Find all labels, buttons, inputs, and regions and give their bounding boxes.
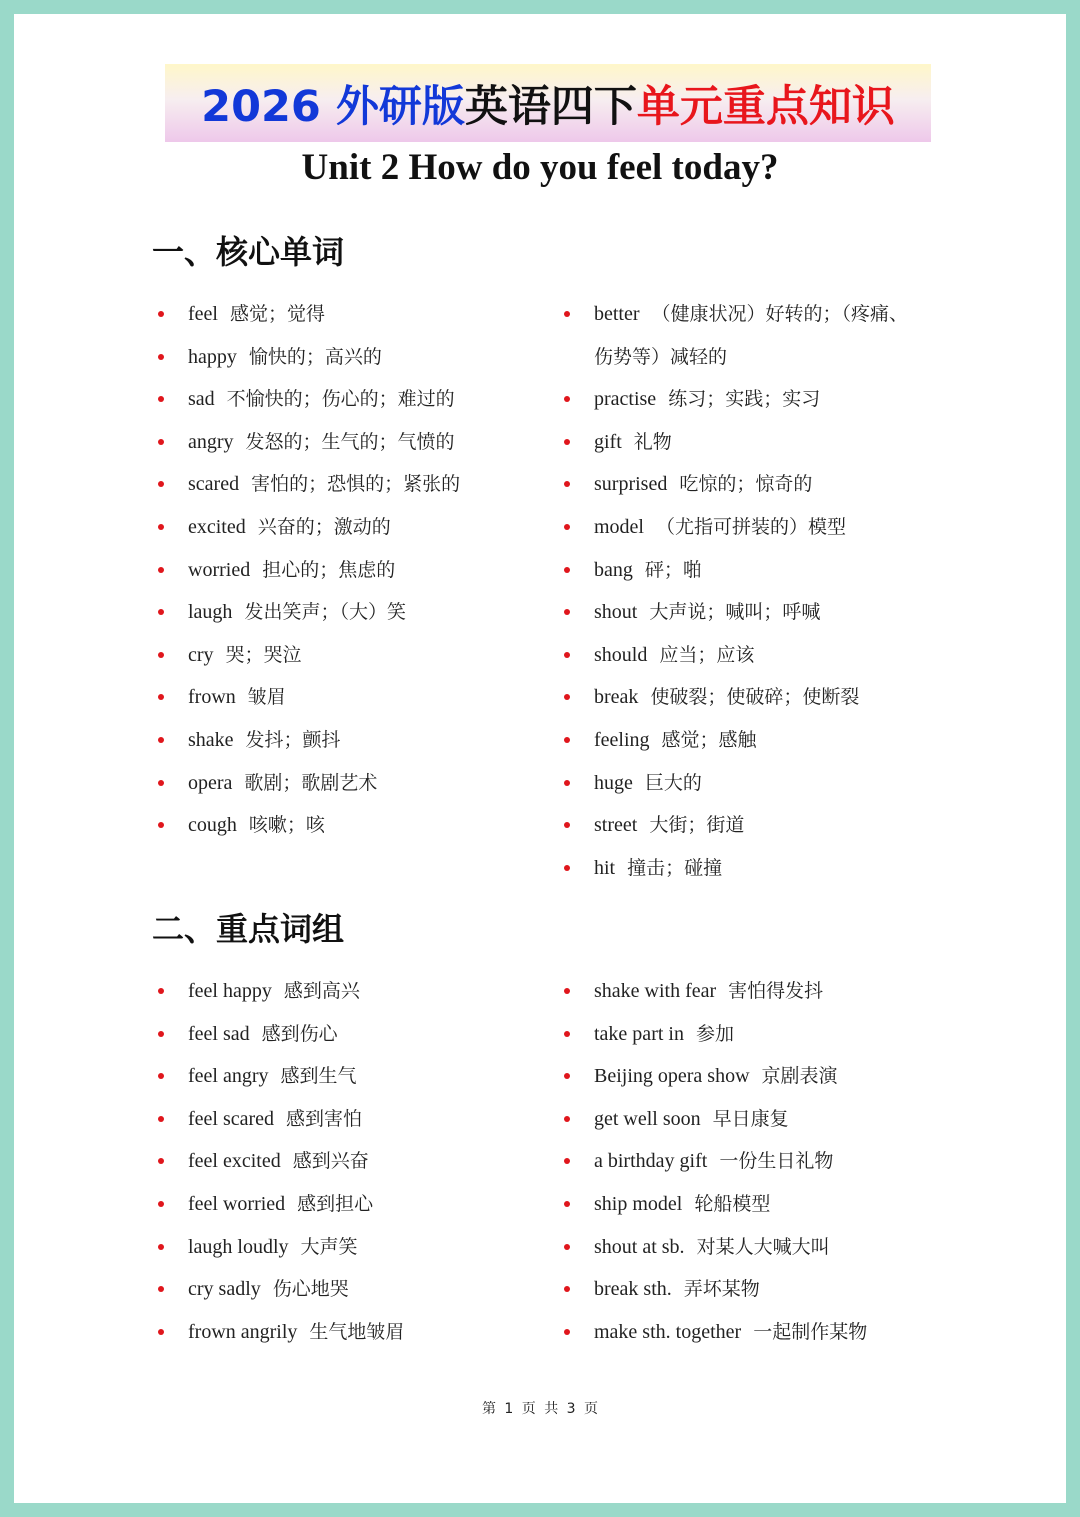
page-footer: 第 1 页 共 3 页 — [481, 1401, 599, 1417]
list-item — [188, 469, 460, 512]
item-english: make sth. together — [594, 1320, 742, 1343]
item-english: feel happy — [188, 980, 272, 1002]
list-item — [188, 1146, 404, 1189]
item-english: should — [594, 643, 648, 666]
item-chinese: 感觉；觉得 — [229, 303, 325, 325]
item-english: worried — [188, 558, 251, 581]
core-words-left-list — [188, 299, 460, 853]
bullet-dot-icon — [158, 567, 164, 573]
list-item — [594, 469, 908, 512]
item-english: feel — [188, 303, 218, 325]
bullet-dot-icon — [158, 694, 164, 700]
item-english: shout — [594, 601, 638, 624]
bullet-dot-icon — [564, 652, 570, 658]
list-item — [188, 768, 460, 811]
list-item — [188, 810, 460, 853]
bullet-dot-icon — [564, 988, 570, 994]
list-item — [594, 1104, 867, 1147]
banner-title-grade: 英语四下 — [464, 81, 637, 132]
bullet-dot-icon — [158, 396, 164, 402]
bullet-dot-icon — [564, 1329, 570, 1335]
bullet-dot-icon — [158, 1201, 164, 1207]
bullet-dot-icon — [158, 311, 164, 317]
item-english: feel excited — [188, 1150, 281, 1173]
item-chinese: 练习；实践；实习 — [668, 388, 821, 411]
bullet-dot-icon — [564, 1073, 570, 1079]
list-item — [594, 1232, 867, 1275]
item-chinese: 担心的；焦虑的 — [262, 558, 396, 581]
section-heading-core-words: 一、核心单词 — [152, 233, 345, 271]
item-chinese: 感到害怕 — [286, 1107, 363, 1130]
item-chinese: 早日康复 — [712, 1107, 789, 1130]
item-english: street — [594, 814, 638, 837]
item-chinese: 感到兴奋 — [292, 1150, 369, 1173]
item-chinese: 一份生日礼物 — [719, 1150, 834, 1173]
bullet-dot-icon — [158, 1158, 164, 1164]
item-chinese: 不愉快的；伤心的；难过的 — [226, 388, 455, 411]
key-phrases-right-list — [594, 976, 867, 1359]
core-words-right-list — [594, 299, 908, 895]
item-chinese: 吃惊的；惊奇的 — [679, 473, 813, 496]
item-chinese: 愉快的；高兴的 — [248, 345, 382, 368]
list-item — [594, 1317, 867, 1360]
item-chinese: 害怕得发抖 — [728, 980, 824, 1002]
list-item — [594, 725, 908, 768]
item-english: shake — [188, 728, 234, 751]
banner-title-year-edition: 2026 外研版 — [201, 81, 465, 132]
item-chinese: 兴奋的；激动的 — [257, 515, 391, 538]
item-english: break sth. — [594, 1278, 672, 1301]
list-item — [594, 512, 908, 555]
bullet-dot-icon — [158, 439, 164, 445]
bullet-dot-icon — [158, 780, 164, 786]
item-english: get well soon — [594, 1107, 701, 1130]
list-item — [188, 1061, 404, 1104]
item-english: happy — [188, 345, 237, 368]
bullet-dot-icon — [564, 780, 570, 786]
item-english: model — [594, 515, 644, 538]
item-chinese: 生气地皱眉 — [309, 1320, 405, 1343]
banner-title-topic: 单元重点知识 — [636, 81, 895, 132]
item-chinese: （尤指可拼装的）模型 — [656, 515, 847, 538]
item-chinese: 撞击；碰撞 — [627, 856, 723, 879]
list-item — [594, 853, 908, 896]
bullet-dot-icon — [564, 609, 570, 615]
list-item — [594, 768, 908, 811]
list-item — [594, 1061, 867, 1104]
key-phrases-left-list — [188, 976, 404, 1359]
item-english: feeling — [594, 728, 650, 751]
item-english: laugh loudly — [188, 1235, 289, 1258]
item-english: laugh — [188, 601, 233, 624]
list-item — [594, 1019, 867, 1062]
item-english: frown angrily — [188, 1320, 298, 1343]
bullet-dot-icon — [158, 1244, 164, 1250]
item-chinese: （健康状况）好转的；（疼痛、 — [651, 303, 909, 325]
item-chinese: 感到高兴 — [283, 980, 360, 1002]
bullet-dot-icon — [158, 609, 164, 615]
item-chinese: 一起制作某物 — [753, 1320, 868, 1343]
item-english: shake with fear — [594, 980, 717, 1002]
list-item — [594, 640, 908, 683]
item-english: better — [594, 303, 640, 325]
item-chinese: 咳嗽；咳 — [248, 814, 325, 837]
bullet-dot-icon — [158, 481, 164, 487]
bullet-dot-icon — [158, 652, 164, 658]
banner-title — [201, 73, 895, 134]
list-item — [594, 976, 867, 1019]
list-item — [188, 597, 460, 640]
list-item — [594, 342, 908, 385]
list-item — [594, 384, 908, 427]
bullet-dot-icon — [564, 311, 570, 317]
list-item — [188, 384, 460, 427]
item-chinese: 皱眉 — [247, 686, 286, 709]
list-item — [594, 555, 908, 598]
item-chinese: 感到担心 — [297, 1192, 374, 1215]
bullet-dot-icon — [564, 822, 570, 828]
item-english: a birthday gift — [594, 1150, 708, 1173]
list-item — [594, 1274, 867, 1317]
list-item — [188, 1104, 404, 1147]
bullet-dot-icon — [158, 1116, 164, 1122]
item-english: hit — [594, 856, 616, 879]
item-english: surprised — [594, 473, 668, 496]
item-chinese: 参加 — [695, 1022, 734, 1045]
bullet-dot-icon — [564, 1031, 570, 1037]
unit-title: Unit 2 How do you feel today? — [301, 147, 779, 188]
bullet-dot-icon — [564, 865, 570, 871]
bullet-dot-icon — [158, 1031, 164, 1037]
bullet-dot-icon — [564, 524, 570, 530]
item-english: excited — [188, 515, 246, 538]
list-item — [188, 1274, 404, 1317]
item-chinese: 大声笑 — [300, 1235, 358, 1258]
list-item — [594, 682, 908, 725]
list-item — [188, 1019, 404, 1062]
bullet-dot-icon — [564, 1158, 570, 1164]
list-item — [188, 976, 404, 1019]
bullet-dot-icon — [158, 988, 164, 994]
item-chinese: 哭；哭泣 — [225, 643, 302, 666]
item-chinese: 应当；应该 — [659, 643, 755, 666]
item-chinese: 发怒的；生气的；气愤的 — [245, 430, 455, 453]
bullet-dot-icon — [158, 524, 164, 530]
list-item — [188, 640, 460, 683]
item-chinese: 感到生气 — [280, 1065, 357, 1088]
bullet-dot-icon — [564, 737, 570, 743]
item-chinese: 礼物 — [633, 430, 672, 453]
bullet-dot-icon — [564, 439, 570, 445]
bullet-dot-icon — [564, 1201, 570, 1207]
bullet-dot-icon — [564, 1244, 570, 1250]
item-english: feel scared — [188, 1107, 275, 1130]
list-item — [188, 299, 460, 342]
item-chinese: 歌剧；歌剧艺术 — [244, 771, 378, 794]
bullet-dot-icon — [564, 694, 570, 700]
item-english: take part in — [594, 1022, 684, 1045]
item-english: sad — [188, 388, 215, 411]
bullet-dot-icon — [158, 822, 164, 828]
item-english: break — [594, 686, 639, 709]
list-item — [188, 342, 460, 385]
list-item — [594, 1189, 867, 1232]
item-english: huge — [594, 771, 633, 794]
item-english: ship model — [594, 1192, 683, 1215]
bullet-dot-icon — [564, 481, 570, 487]
list-item — [188, 725, 460, 768]
bullet-dot-icon — [564, 1286, 570, 1292]
item-chinese: 伤势等）减轻的 — [594, 345, 728, 368]
item-english: practise — [594, 388, 657, 411]
item-chinese: 发出笑声；（大）笑 — [244, 601, 406, 624]
list-item — [594, 1146, 867, 1189]
bullet-dot-icon — [564, 1116, 570, 1122]
item-chinese: 弄坏某物 — [683, 1278, 760, 1301]
item-chinese: 砰；啪 — [644, 558, 702, 581]
item-english: angry — [188, 430, 234, 453]
bullet-dot-icon — [158, 1286, 164, 1292]
list-item — [594, 299, 908, 342]
list-item — [594, 427, 908, 470]
item-chinese: 伤心地哭 — [272, 1278, 349, 1301]
item-english: cry sadly — [188, 1278, 261, 1301]
bullet-dot-icon — [564, 396, 570, 402]
list-item — [188, 512, 460, 555]
list-item — [594, 810, 908, 853]
item-chinese: 发抖；颤抖 — [245, 728, 341, 751]
item-chinese: 巨大的 — [644, 771, 702, 794]
item-chinese: 使破裂；使破碎；使断裂 — [650, 686, 860, 709]
item-english: cough — [188, 814, 237, 837]
list-item — [594, 597, 908, 640]
item-chinese: 大街；街道 — [649, 814, 745, 837]
item-english: feel worried — [188, 1192, 286, 1215]
list-item — [188, 555, 460, 598]
bullet-dot-icon — [158, 354, 164, 360]
item-english: feel sad — [188, 1022, 250, 1045]
title-banner — [165, 64, 931, 142]
item-chinese: 感觉；感触 — [661, 728, 757, 751]
item-english: bang — [594, 558, 633, 581]
item-chinese: 京剧表演 — [761, 1065, 838, 1088]
list-item — [188, 427, 460, 470]
item-english: frown — [188, 686, 236, 709]
item-english: gift — [594, 430, 622, 453]
bullet-dot-icon — [158, 1329, 164, 1335]
section-heading-key-phrases: 二、重点词组 — [152, 910, 345, 948]
item-english: feel angry — [188, 1065, 269, 1088]
list-item — [188, 1317, 404, 1360]
list-item — [188, 1232, 404, 1275]
item-chinese: 感到伤心 — [261, 1022, 338, 1045]
item-english: scared — [188, 473, 240, 496]
item-chinese: 对某人大喊大叫 — [696, 1235, 830, 1258]
list-item — [188, 682, 460, 725]
item-english: cry — [188, 643, 214, 666]
item-chinese: 轮船模型 — [694, 1192, 771, 1215]
item-english: opera — [188, 771, 233, 794]
list-item — [188, 1189, 404, 1232]
bullet-dot-icon — [564, 567, 570, 573]
document-page — [14, 14, 1066, 1503]
item-english: shout at sb. — [594, 1235, 685, 1258]
item-chinese: 害怕的；恐惧的；紧张的 — [251, 473, 461, 496]
item-chinese: 大声说；喊叫；呼喊 — [649, 601, 821, 624]
item-english: Beijing opera show — [594, 1065, 750, 1088]
bullet-dot-icon — [158, 1073, 164, 1079]
bullet-dot-icon — [158, 737, 164, 743]
